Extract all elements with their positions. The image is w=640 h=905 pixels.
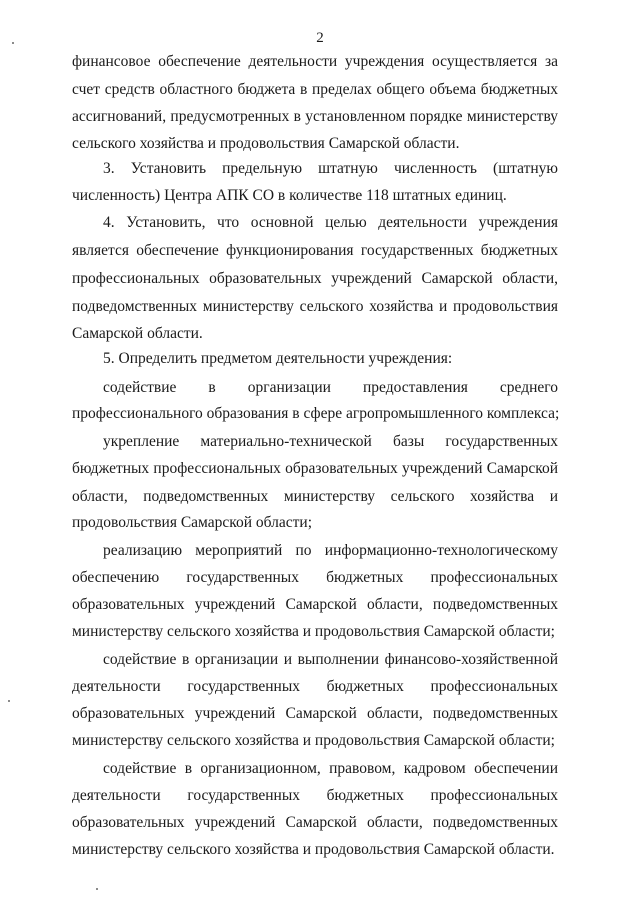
scan-speck bbox=[96, 888, 98, 890]
text-line: 4. Установить, что основной целью деятельности учреждения bbox=[103, 214, 558, 231]
text-line: Самарской области. bbox=[72, 325, 203, 342]
text-line: укрепление материально-технической базы государственных bbox=[103, 433, 558, 450]
text-line: 3. Установить предельную штатную численность (штатную bbox=[103, 160, 558, 177]
text-line: образовательных учреждений Самарской области, подведомственных bbox=[72, 596, 558, 613]
scan-speck bbox=[8, 700, 10, 702]
text-line: сельского хозяйства и продовольствия Самарской области. bbox=[72, 135, 460, 152]
text-line: содействие в организационном, правовом, кадровом обеспечении bbox=[103, 760, 558, 777]
text-line: бюджетных профессиональных образовательных учреждений Самарской bbox=[72, 460, 558, 477]
text-line: содействие в организации предоставления среднего bbox=[103, 379, 558, 396]
text-line: министерству сельского хозяйства и продовольствия Самарской области; bbox=[72, 732, 555, 749]
text-line: ассигнований, предусмотренных в установленном порядке министерству bbox=[72, 108, 558, 125]
text-line: области, подведомственных министерству сельского хозяйства и bbox=[72, 488, 558, 505]
text-line: счет средств областного бюджета в пределах общего объема бюджетных bbox=[72, 81, 558, 98]
text-line: профессионального образования в сфере агропромышленного комплекса; bbox=[72, 405, 560, 422]
text-line: профессиональных образовательных учреждений Самарской области, bbox=[72, 270, 558, 287]
text-line: 5. Определить предметом деятельности учреждения: bbox=[103, 350, 453, 367]
page-number: 2 bbox=[316, 30, 324, 46]
text-line: подведомственных министерству сельского хозяйства и продовольствия bbox=[72, 298, 558, 315]
text-line: финансовое обеспечение деятельности учреждения осуществляется за bbox=[72, 53, 558, 70]
text-line: содействие в организации и выполнении финансово-хозяйственной bbox=[103, 651, 558, 668]
text-line: образовательных учреждений Самарской области, подведомственных bbox=[72, 814, 558, 831]
text-line: продовольствия Самарской области; bbox=[72, 514, 313, 531]
scan-speck bbox=[12, 42, 14, 44]
text-line: обеспечению государственных бюджетных профессиональных bbox=[72, 569, 558, 586]
text-line: министерству сельского хозяйства и продовольствия Самарской области; bbox=[72, 623, 555, 640]
text-line: министерству сельского хозяйства и продовольствия Самарской области. bbox=[72, 841, 555, 858]
text-line: образовательных учреждений Самарской области, подведомственных bbox=[72, 705, 558, 722]
text-line: деятельности государственных бюджетных профессиональных bbox=[72, 678, 558, 695]
text-line: является обеспечение функционирования государственных бюджетных bbox=[72, 242, 558, 259]
text-line: реализацию мероприятий по информационно-технологическому bbox=[103, 542, 558, 559]
text-line: численность) Центра АПК СО в количестве 118 штатных единиц. bbox=[72, 187, 507, 204]
text-line: деятельности государственных бюджетных профессиональных bbox=[72, 787, 558, 804]
